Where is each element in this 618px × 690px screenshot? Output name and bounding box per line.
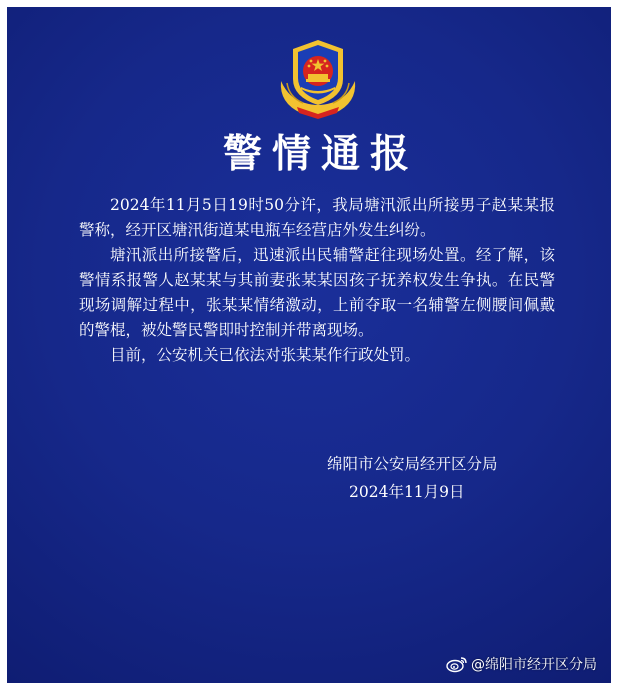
notice-paragraph: 目前，公安机关已依法对张某某作行政处罚。 xyxy=(110,346,421,364)
notice-signature xyxy=(327,450,537,506)
weibo-watermark xyxy=(446,654,597,674)
notice-paragraph: 塘汛派出所接警后，迅速派出民辅警赶往现场处置。经了解，该警情系报警人赵某某与其前妻张某某因孩子抚养权发生争执。在民警现场调解过程中，张某某情绪激动，上前夺取一名辅警左侧腰间佩戴的警棍，被处警民警即时控制并带离现场。 xyxy=(79,246,555,339)
signature-date: 2024年11月9日 xyxy=(349,483,465,501)
notice-paragraph: 2024年11月5日19时50分许，我局塘汛派出所接男子赵某某报警称，经开区塘汛街道某电瓶车经营店外发生纠纷。 xyxy=(79,196,555,239)
police-emblem-icon xyxy=(273,37,363,119)
watermark-text: @绵阳市经开区分局 xyxy=(471,657,597,673)
weibo-icon xyxy=(446,655,468,673)
notice-body xyxy=(79,193,555,368)
signature-department: 绵阳市公安局经开区分局 xyxy=(327,455,498,473)
notice-title: 警情通报 xyxy=(222,132,419,177)
